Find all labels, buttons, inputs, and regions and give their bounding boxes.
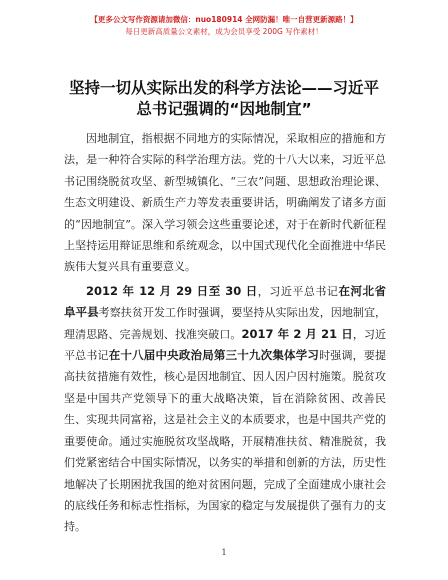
- location-highlight: 在河北省阜平县: [64, 283, 387, 320]
- document-body: [64, 128, 386, 538]
- promo-banner: [0, 14, 448, 38]
- date-highlight-1: 2012 年 12 月 29 日至 30 日: [86, 283, 258, 298]
- promo-banner-line-2: 每日更新高质量公文素材，成为会员享受 200G 写作素材！: [125, 27, 323, 36]
- title-line-2: 总书记强调的“因地制宜”: [136, 100, 312, 118]
- paragraph-2-text-d: 时强调，要提高扶贫措施有效性，核心是因地制宜、因人因户因村施策。脱贫攻坚是中国共产党领导下的重大战略决策，旨在消除贫困、改善民生、实现共同富裕，这是社会主义的本质要求，也是中国共产党的重要使命。通过实施脱贫攻坚战略，开展精准扶贫、精准脱贫，我们党紧密结合中国实际情况，以务实的举措和创新的方法，历史性地解决了长期困扰我国的绝对贫困问题，完成了全面建成小康社会的底线任务和标志性指标，为国家的稳定与发展提供了强有力的支持。: [64, 349, 387, 534]
- paragraph-1: 因地制宜，指根据不同地方的实际情况，采取相应的措施和方法，是一种符合实际的科学治理方法。党的十八大以来，习近平总书记围绕脱贫攻坚、新型城镇化、“三农”问题、思想政治理论课、生态文明建设、新质生产力等发表重要讲话，明确阐发了诸多方面的“因地制宜”。深入学习领会这些重要论述，对于在新时代新征程上坚持运用辩证思维和系统观念，以中国式现代化全面推进中华民族伟大复兴具有重要意义。: [64, 132, 386, 274]
- date-highlight-2: 2017 年 2 月 21 日: [241, 326, 353, 341]
- title-line-1: 坚持一切从实际出发的科学方法论——习近平: [68, 79, 379, 97]
- paragraph-2: [64, 281, 386, 538]
- page-number: 1: [221, 548, 227, 557]
- document-title: [30, 78, 418, 120]
- paragraph-2-text-a: ，习近平总书记: [257, 284, 339, 298]
- paragraph-2-text-c: ，习近平总书记: [64, 327, 387, 363]
- paragraph-2-text-b: 考察扶贫开发工作时强调，要坚持从实际出发，因地制宜，理清思路、完善规划、找准突破口。: [64, 306, 387, 341]
- promo-banner-line-1: 【更多公文写作资源请加微信：nuo180914 全网防漏！唯一自营更新源路！】: [90, 15, 358, 24]
- meeting-highlight: 在十八届中央政治局第三十九次集体学习: [108, 348, 320, 363]
